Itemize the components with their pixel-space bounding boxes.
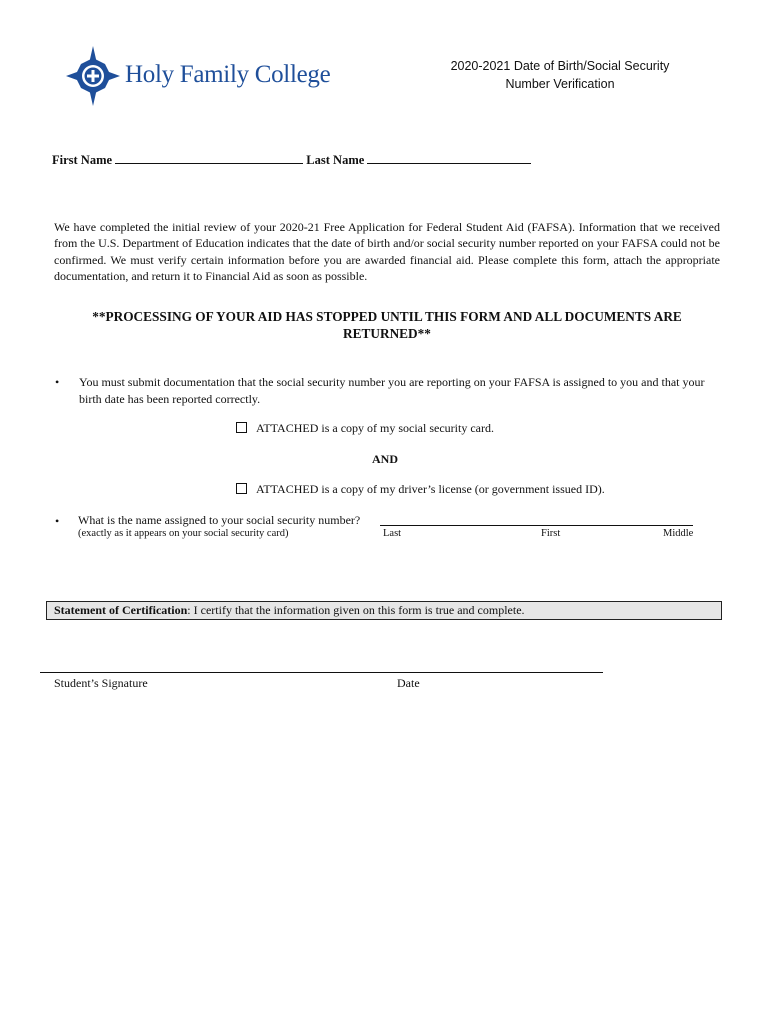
drivers-license-attached-option[interactable] (236, 482, 605, 497)
document-title (430, 57, 690, 93)
first-name-sublabel: First (541, 528, 561, 539)
document-title-line-1: 2020-2021 Date of Birth/Social Security (450, 59, 670, 73)
certification-text: : I certify that the information given on this form is true and complete. (187, 603, 525, 617)
processing-warning: **PROCESSING OF YOUR AID HAS STOPPED UNTIL THIS FORM AND ALL DOCUMENTS ARE RETURNED** (92, 309, 682, 341)
college-logo (62, 44, 331, 108)
last-name-field[interactable] (367, 152, 531, 164)
first-name-field[interactable] (115, 152, 303, 164)
student-signature-label: Student’s Signature (54, 676, 148, 690)
last-name-sublabel: Last (383, 528, 402, 539)
documentation-instruction: You must submit documentation that the social security number you are reporting on your FAFSA is assigned to you and that your birth date has been reported correctly. (79, 375, 705, 406)
last-name-label: Last Name (306, 153, 365, 167)
drivers-license-checkbox[interactable] (236, 483, 247, 494)
first-name-label: First Name (52, 153, 113, 167)
bullet-icon: • (55, 514, 60, 528)
signature-line[interactable] (40, 672, 603, 673)
ssn-name-question: What is the name assigned to your social security number? (78, 513, 361, 527)
ssn-card-checkbox[interactable] (236, 422, 247, 433)
ssn-name-field[interactable] (380, 525, 693, 526)
drivers-license-label: ATTACHED is a copy of my driver’s license (or government issued ID). (256, 482, 605, 496)
date-label: Date (397, 676, 420, 690)
document-title-line-2: Number Verification (505, 77, 615, 91)
logo-wordmark: Holy Family College (125, 61, 331, 88)
and-label: AND (372, 452, 398, 466)
ssn-card-label: ATTACHED is a copy of my social security card. (256, 421, 494, 435)
bullet-icon: • (55, 375, 60, 389)
ssn-card-attached-option[interactable] (236, 421, 494, 436)
student-name-row (52, 152, 531, 168)
intro-paragraph: We have completed the initial review of your 2020-21 Free Application for Federal Student Aid (FAFSA). Information that we received from the U.S. Department of Education indicates that the date of birth and/or social security number reported on your FAFSA could not be confirmed. We must verify certain information before you are awarded financial aid. Please complete this form, attach the appropriate documentation, and return it to Financial Aid as soon as possible. (54, 220, 720, 283)
certification-statement (54, 603, 525, 618)
ssn-name-note: (exactly as it appears on your social security card) (78, 528, 289, 539)
star-cross-logo-icon (62, 44, 124, 108)
middle-name-sublabel: Middle (663, 528, 694, 539)
certification-heading: Statement of Certification (54, 603, 188, 617)
